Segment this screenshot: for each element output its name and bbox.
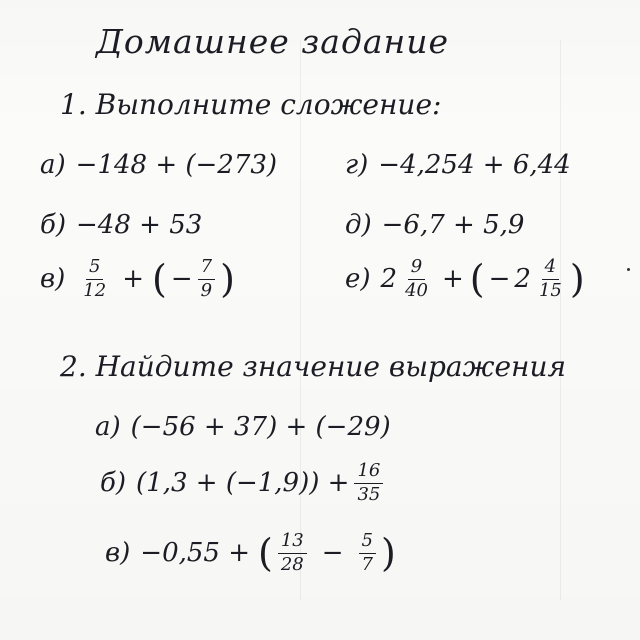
task-1-item-a bbox=[40, 150, 277, 180]
task-1-item-b bbox=[40, 210, 202, 240]
left-paren: ( bbox=[469, 257, 485, 302]
item-label: в) bbox=[40, 264, 66, 295]
operator: + bbox=[441, 264, 464, 295]
item-label: а) bbox=[40, 150, 66, 180]
numerator: 4 bbox=[542, 258, 559, 280]
minus-sign: − bbox=[170, 264, 193, 295]
denominator: 28 bbox=[280, 553, 304, 575]
denominator: 35 bbox=[357, 483, 381, 505]
task-1-item-d bbox=[345, 210, 524, 240]
math-expression: (−56 + 37) + (−29) bbox=[130, 412, 391, 442]
denominator: 12 bbox=[83, 279, 107, 301]
task-2-item-b bbox=[100, 462, 388, 505]
task-1-item-g bbox=[345, 150, 571, 180]
left-paren: ( bbox=[151, 257, 167, 302]
item-label: б) bbox=[100, 468, 127, 499]
item-label: г) bbox=[345, 150, 369, 180]
right-paren: ) bbox=[220, 257, 235, 302]
ink-dot bbox=[627, 268, 630, 271]
fraction bbox=[354, 462, 383, 505]
item-label: а) bbox=[95, 412, 121, 442]
fraction bbox=[359, 532, 376, 575]
math-expression: (1,3 + (−1,9)) + bbox=[136, 468, 350, 499]
denominator: 7 bbox=[361, 553, 373, 575]
task-2-heading: 2. Найдите значение выражения bbox=[60, 350, 567, 383]
math-expression: −0,55 + bbox=[140, 538, 251, 569]
task-1-item-e bbox=[345, 258, 585, 301]
numerator: 16 bbox=[354, 462, 383, 484]
task-1-item-v bbox=[40, 258, 235, 301]
operator: − bbox=[321, 538, 344, 569]
numerator: 5 bbox=[86, 258, 103, 280]
bleed-through-line bbox=[300, 40, 301, 600]
denominator: 15 bbox=[538, 279, 562, 301]
fraction bbox=[80, 258, 109, 301]
numerator: 5 bbox=[359, 532, 376, 554]
denominator: 40 bbox=[405, 279, 428, 301]
item-label: е) bbox=[345, 264, 371, 295]
denominator: 9 bbox=[200, 279, 213, 301]
operator: + bbox=[122, 264, 144, 295]
fraction bbox=[198, 258, 215, 301]
right-paren: ) bbox=[569, 257, 585, 302]
left-paren: ( bbox=[258, 531, 273, 576]
whole-part: 2 bbox=[514, 264, 531, 295]
numerator: 9 bbox=[408, 258, 425, 280]
task-2-item-a bbox=[95, 412, 391, 442]
fraction bbox=[536, 258, 565, 301]
fraction bbox=[402, 258, 431, 301]
math-expression: −6,7 + 5,9 bbox=[381, 210, 525, 240]
math-expression: −148 + (−273) bbox=[75, 150, 278, 180]
page-title: Домашнее задание bbox=[96, 22, 450, 61]
task-2-item-v bbox=[105, 532, 396, 575]
minus-sign: − bbox=[488, 264, 511, 295]
item-label: в) bbox=[105, 538, 131, 569]
fraction bbox=[278, 532, 307, 575]
math-expression: −4,254 + 6,44 bbox=[378, 150, 571, 180]
whole-part: 2 bbox=[380, 264, 398, 295]
task-1-heading: 1. Выполните сложение: bbox=[60, 88, 442, 121]
item-label: д) bbox=[345, 210, 372, 240]
numerator: 13 bbox=[278, 532, 307, 554]
bleed-through-line bbox=[560, 40, 561, 600]
numerator: 7 bbox=[198, 258, 215, 280]
math-expression: −48 + 53 bbox=[76, 210, 203, 240]
item-label: б) bbox=[40, 210, 67, 240]
right-paren: ) bbox=[381, 531, 396, 576]
